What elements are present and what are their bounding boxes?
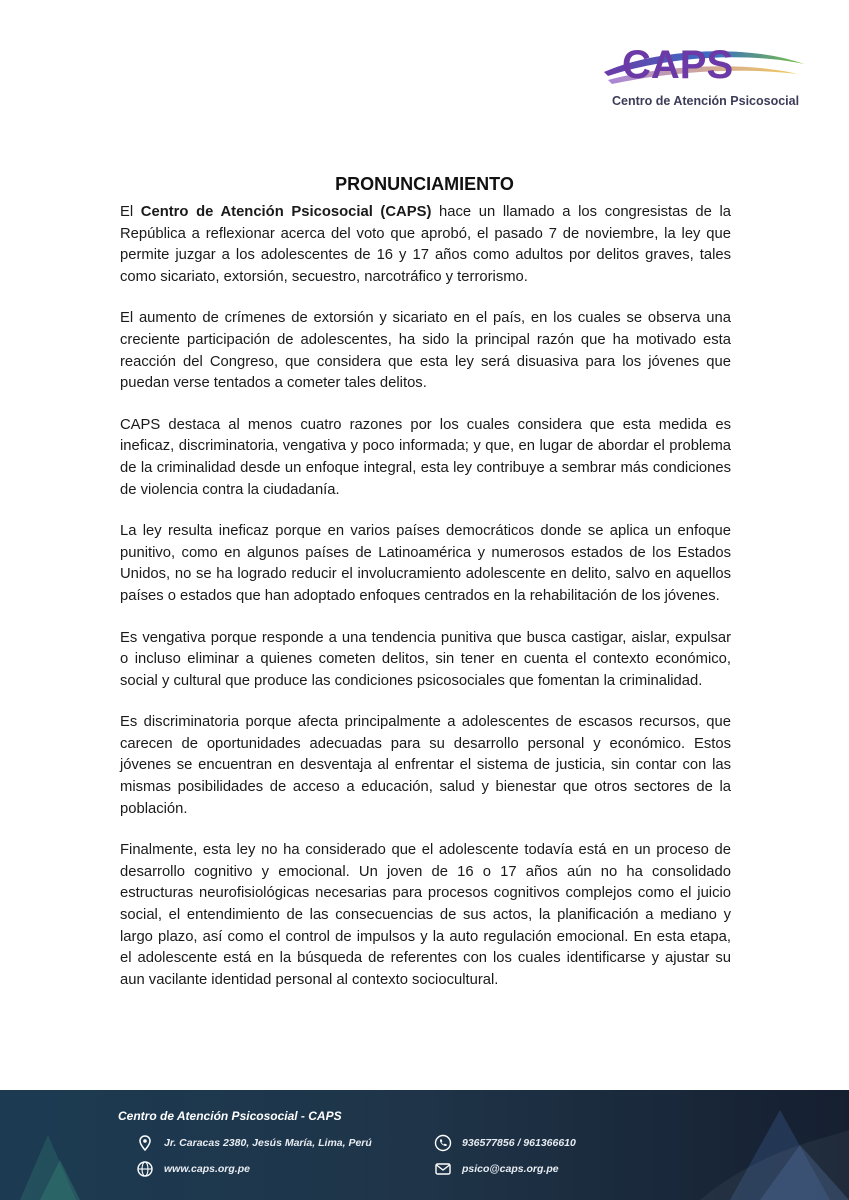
paragraph-intro	[120, 202, 731, 288]
intro-organization: Centro de Atención Psicosocial (CAPS)	[140, 204, 432, 220]
paragraph-context: El aumento de crímenes de extorsión y sicariato en el país, en los cuales se observa una creciente participación de adolescentes, ha sido la principal razón que ha motivado esta reacción del Congreso, que considera que esta ley será disuasiva para los jóvenes que puedan verse tentados a cometer tales delitos.	[120, 310, 731, 392]
footer-address	[136, 1134, 372, 1152]
footer-website-text[interactable]: www.caps.org.pe	[164, 1163, 250, 1175]
phone-icon	[434, 1134, 452, 1152]
paragraph-vengativa: Es vengativa porque responde a una tendencia punitiva que busca castigar, aislar, expulsar o incluso eliminar a quienes cometen delitos, sin tener en cuenta el contexto económico, social y cultural que produce las condiciones psicosociales que fomentan la criminalidad.	[120, 629, 731, 689]
document-title: PRONUNCIAMIENTO	[335, 174, 514, 194]
logo-subtitle: Centro de Atención Psicosocial	[612, 94, 800, 108]
footer-banner	[0, 1090, 849, 1200]
intro-text: hace un llamado a los congresistas de la República a reflexionar acerca del voto que aprobó, el pasado 7 de noviembre, la ley que permite juzgar a los adolescentes de 16 y 17 años como adultos por delitos graves, tales como sicariato, extorsión, secuestro, narcotráfico y terrorismo.	[120, 204, 731, 285]
footer-address-text: Jr. Caracas 2380, Jesús María, Lima, Perú	[164, 1137, 372, 1149]
paragraph-finalmente: Finalmente, esta ley no ha considerado que el adolescente todavía está en un proceso de desarrollo cognitivo y emocional. Un joven de 16 o 17 años aún no ha consolidado estructuras neurofisiológicas necesarias para procesos cognitivos complejos como el juicio social, el entendimiento de las consecuencias de sus actos, la planificación a mediano y largo plazo, así como el control de impulsos y la auto regulación emocional. En esta etapa, el adolescente está en la búsqueda de referentes con los cuales identificarse y ajustar su aun vacilante identidad personal al contexto sociocultural.	[120, 842, 731, 988]
globe-icon	[136, 1160, 154, 1178]
location-pin-icon	[136, 1134, 154, 1152]
logo-brand-text: CAPS	[622, 43, 734, 87]
intro-lead: El	[120, 204, 141, 220]
paragraph-reasons: CAPS destaca al menos cuatro razones por los cuales considera que esta medida es ineficaz, discriminatoria, vengativa y poco informada; y que, en lugar de abordar el problema de la criminalidad desde un enfoque integral, esta ley contribuye a sembrar más condiciones de violencia contra la ciudadanía.	[120, 416, 731, 498]
caps-logo	[598, 38, 808, 118]
paragraph-discriminatoria: Es discriminatoria porque afecta principalmente a adolescentes de escasos recursos, que carecen de oportunidades adecuadas para su desarrollo personal y económico. Estos jóvenes se encuentran en desventaja al enfrentar el sistema de justicia, sin contar con las mismas posibilidades de acceso a educación, salud y bienestar que otros sectores de la población.	[120, 714, 731, 817]
footer-website[interactable]	[136, 1160, 250, 1178]
footer-email-text[interactable]: psico@caps.org.pe	[462, 1163, 559, 1175]
footer-decoration	[0, 1090, 849, 1200]
paragraph-ineficaz: La ley resulta ineficaz porque en varios países democráticos donde se aplica un enfoque punitivo, como en algunos países de Latinoamérica y numerosos estados de los Estados Unidos, no se ha logrado reducir el involucramiento adolescente en delito, salvo en aquellos países o estados que han adoptado enfoques centrados en la rehabilitación de los jóvenes.	[120, 523, 731, 604]
footer-phone[interactable]	[434, 1134, 576, 1152]
mail-icon	[434, 1160, 452, 1178]
footer-title: Centro de Atención Psicosocial - CAPS	[118, 1109, 342, 1123]
document-body	[120, 202, 731, 1011]
caps-logo-mark	[598, 38, 808, 98]
footer-email[interactable]	[434, 1160, 559, 1178]
footer-phone-text[interactable]: 936577856 / 961366610	[462, 1137, 576, 1149]
